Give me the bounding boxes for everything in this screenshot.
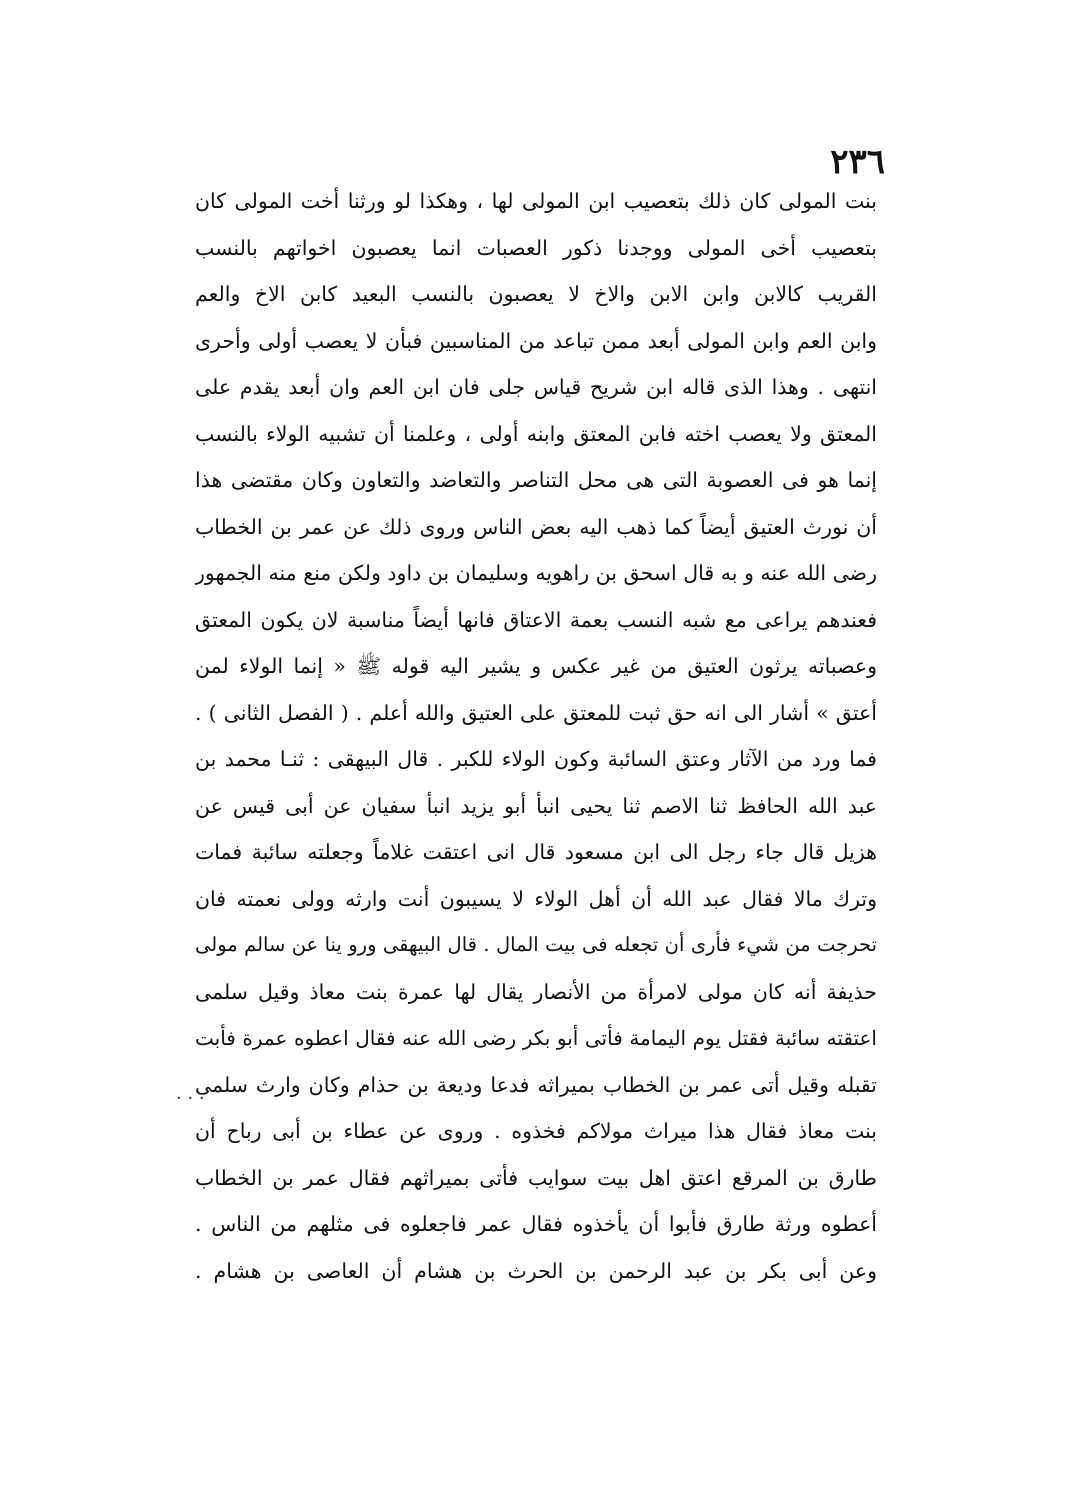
text-line: هزيل قال جاء رجل الى ابن مسعود قال انى اعتقت غلاماً وجعلته سائبة فمات bbox=[195, 840, 877, 864]
text-line: انتهى . وهذا الذى قاله ابن شريح قياس جلى فان ابن العم وان أبعد يقدم على bbox=[195, 375, 877, 399]
text-line: وابن العم وابن المولى أبعد ممن تباعد من المناسبين فبأن لا يعصب أولى وأحرى bbox=[195, 328, 877, 353]
text-line: عبد الله الحافظ ثنا الاصم ثنا يحيى انبأ أبو يزيد انبأ سفيان عن أبى قيس عن bbox=[195, 793, 877, 818]
text-line: بنت المولى كان ذلك بتعصيب ابن المولى لها ، وهكذا لو ورثنا أخت المولى كان bbox=[195, 189, 877, 213]
text-line: أن نورث العتيق أيضاً كما ذهب اليه بعض الناس وروى ذلك عن عمر بن الخطاب bbox=[195, 514, 877, 539]
text-line: فعندهم يراعى مع شبه النسب بعمة الاعتاق فانها أيضاً مناسبة لان يكون المعتق bbox=[195, 607, 877, 632]
text-line: القريب كالابن وابن الابن والاخ لا يعصبون بالنسب البعيد كابن الاخ والعم bbox=[195, 282, 877, 306]
text-line: اعتقته سائبة فقتل يوم اليمامة فأتى أبو بكر رضى الله عنه فقال اعطوه عمرة فأبت bbox=[195, 1026, 877, 1050]
page-number: ٢٣٦ bbox=[830, 142, 885, 182]
text-line: تحرجت من شيء فأرى أن تجعله فى بيت المال . قال البيهقى ورو ينا عن سالم مولى bbox=[195, 933, 877, 956]
text-line: المعتق ولا يعصب اخته فابن المعتق وابنه أولى ، وعلمنا أن تشبيه الولاء بالنسب bbox=[195, 421, 877, 446]
text-line: وعصباته يرثون العتيق من غير عكس و يشير اليه قوله ﷺ « إنما الولاء لمن bbox=[195, 654, 877, 678]
text-line: تقبله وقيل أتى عمر بن الخطاب بميراثه فدعا وديعة بن حذام وكان وارث سلمى bbox=[195, 1072, 877, 1097]
margin-dots-mark: · · · bbox=[176, 1088, 205, 1109]
text-line: طارق بن المرقع اعتق اهل بيت سوايب فأتى بميراثهم فقال عمر بن الخطاب bbox=[195, 1165, 877, 1190]
body-text bbox=[195, 178, 877, 1294]
text-line: وترك مالا فقال عبد الله أن أهل الولاء لا يسيبون أنت وارثه وولى نعمته فان bbox=[195, 886, 877, 911]
text-line: إنما هو فى العصوبة التى هى محل التناصر والتعاضد والتعاون وكان مقتضى هذا bbox=[195, 468, 877, 492]
text-line: أعتق » أشار الى انه حق ثبت للمعتق على العتيق والله أعلم . ( الفصل الثانى ) . bbox=[195, 700, 877, 725]
text-line: فما ورد من الآثار وعتق السائبة وكون الولاء للكبر . قال البيهقى : ثنـا محمد بن bbox=[195, 747, 877, 771]
text-line: وعن أبى بكر بن عبد الرحمن بن الحرث بن هشام أن العاصى بن هشام . bbox=[195, 1258, 877, 1283]
text-line: حذيفة أنه كان مولى لامرأة من الأنصار يقال لها عمرة بنت معاذ وقيل سلمى bbox=[195, 979, 877, 1004]
text-line: أعطوه ورثة طارق فأبوا أن يأخذوه فقال عمر فاجعلوه فى مثلهم من الناس . bbox=[195, 1212, 877, 1236]
text-line: رضى الله عنه و به قال اسحق بن راهويه وسليمان بن داود ولكن منع منه الجمهور bbox=[195, 561, 877, 585]
text-line: بتعصيب أخى المولى ووجدنا ذكور العصبات انما يعصبون اخواتهم بالنسب bbox=[195, 235, 877, 260]
text-line: بنت معاذ فقال هذا ميراث مولاكم فخذوه . وروى عن عطاء بن أبى رباح أن bbox=[195, 1119, 877, 1143]
